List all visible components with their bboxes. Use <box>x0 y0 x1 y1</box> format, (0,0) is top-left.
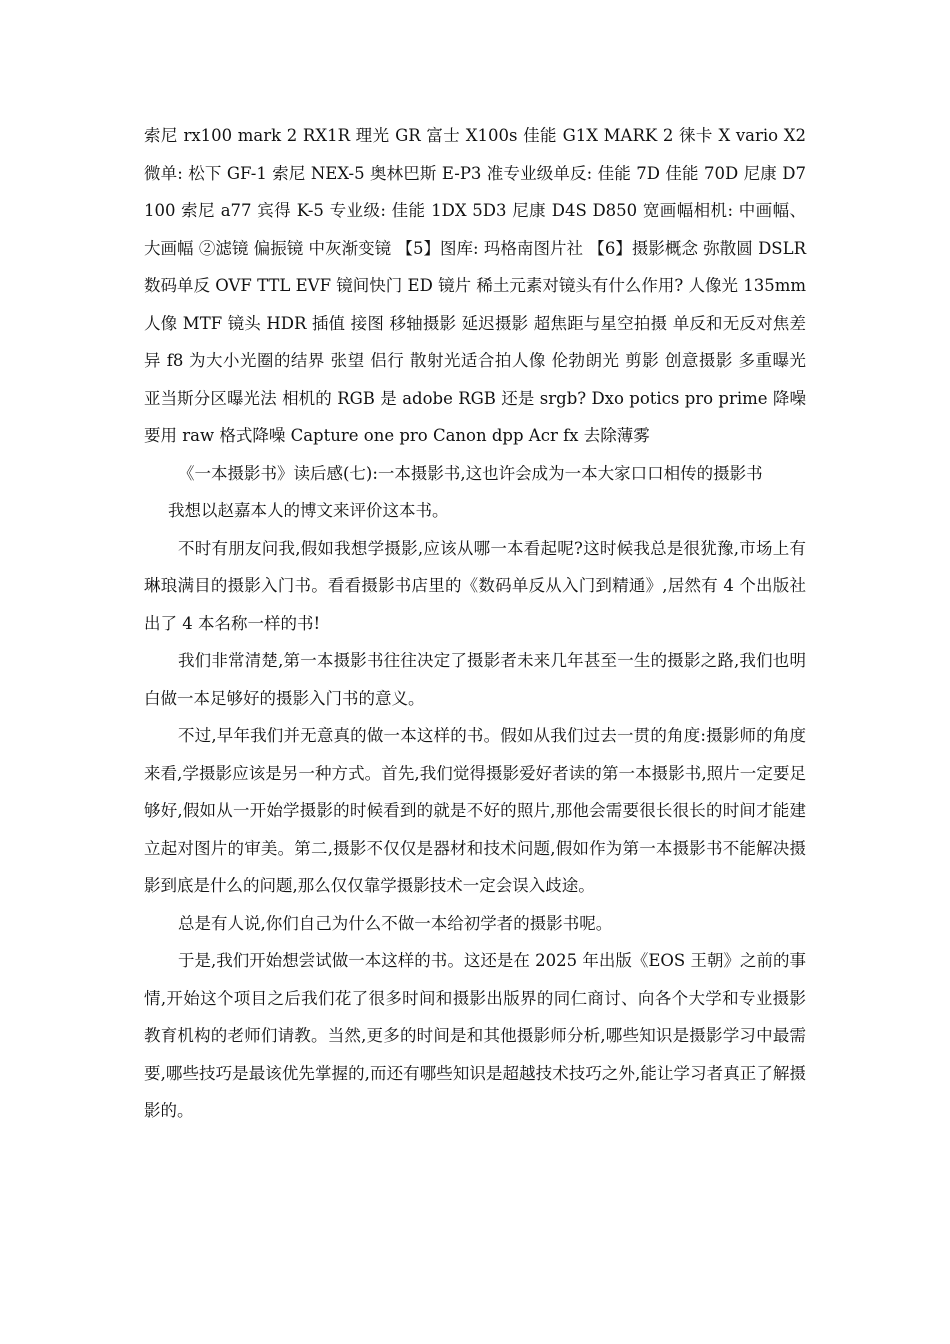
keyword-list-paragraph: 索尼 rx100 mark 2 RX1R 理光 GR 富士 X100s 佳能 G1X MARK 2 徕卡 X vario X2 微单: 松下 GF-1 索尼 NEX-5 奥林巴斯 E-P3 准专业级单反: 佳能 7D 佳能 70D 尼康 D7100 索尼 a77 宾得 K-5 专业级: 佳能 1DX 5D3 尼康 D4S D850 宽画幅相机: 中画幅、大画幅 ②滤镜 偏振镜 中灰渐变镜 【5】图库: 玛格南图片社 【6】摄影概念 弥散圆 DSLR 数码单反 OVF TTL EVF 镜间快门 ED 镜片 稀土元素对镜头有什么作用? 人像光 135mm 人像 MTF 镜头 HDR 插值 接图 移轴摄影 延迟摄影 超焦距与星空拍摄 单反和无反对焦差异 f8 为大小光圈的结界 张望 侣行 散射光适合拍人像 伦勃朗光 剪影 创意摄影 多重曝光 亚当斯分区曝光法 相机的 RGB 是 adobe RGB 还是 srgb? Dxo potics pro prime 降噪要用 raw 格式降噪 Capture one pro Canon dpp Acr fx 去除薄雾 <box>144 126 806 445</box>
review-title-paragraph: 《一本摄影书》读后感(七):一本摄影书,这也许会成为一本大家口口相传的摄影书 <box>178 463 763 483</box>
body-paragraph-5: 总是有人说,你们自己为什么不做一本给初学者的摄影书呢。 <box>178 913 613 933</box>
body-paragraph-3: 我们非常清楚,第一本摄影书往往决定了摄影者未来几年甚至一生的摄影之路,我们也明白做一本足够好的摄影入门书的意义。 <box>144 651 806 708</box>
document-page <box>144 117 806 1130</box>
body-paragraph-6: 于是,我们开始想尝试做一本这样的书。这还是在 2025 年出版《EOS 王朝》之前的事情,开始这个项目之后我们花了很多时间和摄影出版界的同仁商讨、向各个大学和专业摄影教育机构的老师们请教。当然,更多的时间是和其他摄影师分析,哪些知识是摄影学习中最需要,哪些技巧是最该优先掌握的,而还有哪些知识是超越技术技巧之外,能让学习者真正了解摄影的。 <box>144 951 806 1120</box>
body-paragraph-1: 我想以赵嘉本人的博文来评价这本书。 <box>168 501 449 520</box>
body-paragraph-2: 不时有朋友问我,假如我想学摄影,应该从哪一本看起呢?这时候我总是很犹豫,市场上有琳琅满目的摄影入门书。看看摄影书店里的《数码单反从入门到精通》,居然有 4 个出版社出了 4 本名称一样的书! <box>144 538 806 633</box>
body-paragraph-4: 不过,早年我们并无意真的做一本这样的书。假如从我们过去一贯的角度:摄影师的角度来看,学摄影应该是另一种方式。首先,我们觉得摄影爱好者读的第一本摄影书,照片一定要足够好,假如从一开始学摄影的时候看到的就是不好的照片,那他会需要很长很长的时间才能建立起对图片的审美。第二,摄影不仅仅是器材和技术问题,假如作为第一本摄影书不能解决摄影到底是什么的问题,那么仅仅靠学摄影技术一定会误入歧途。 <box>144 726 806 895</box>
